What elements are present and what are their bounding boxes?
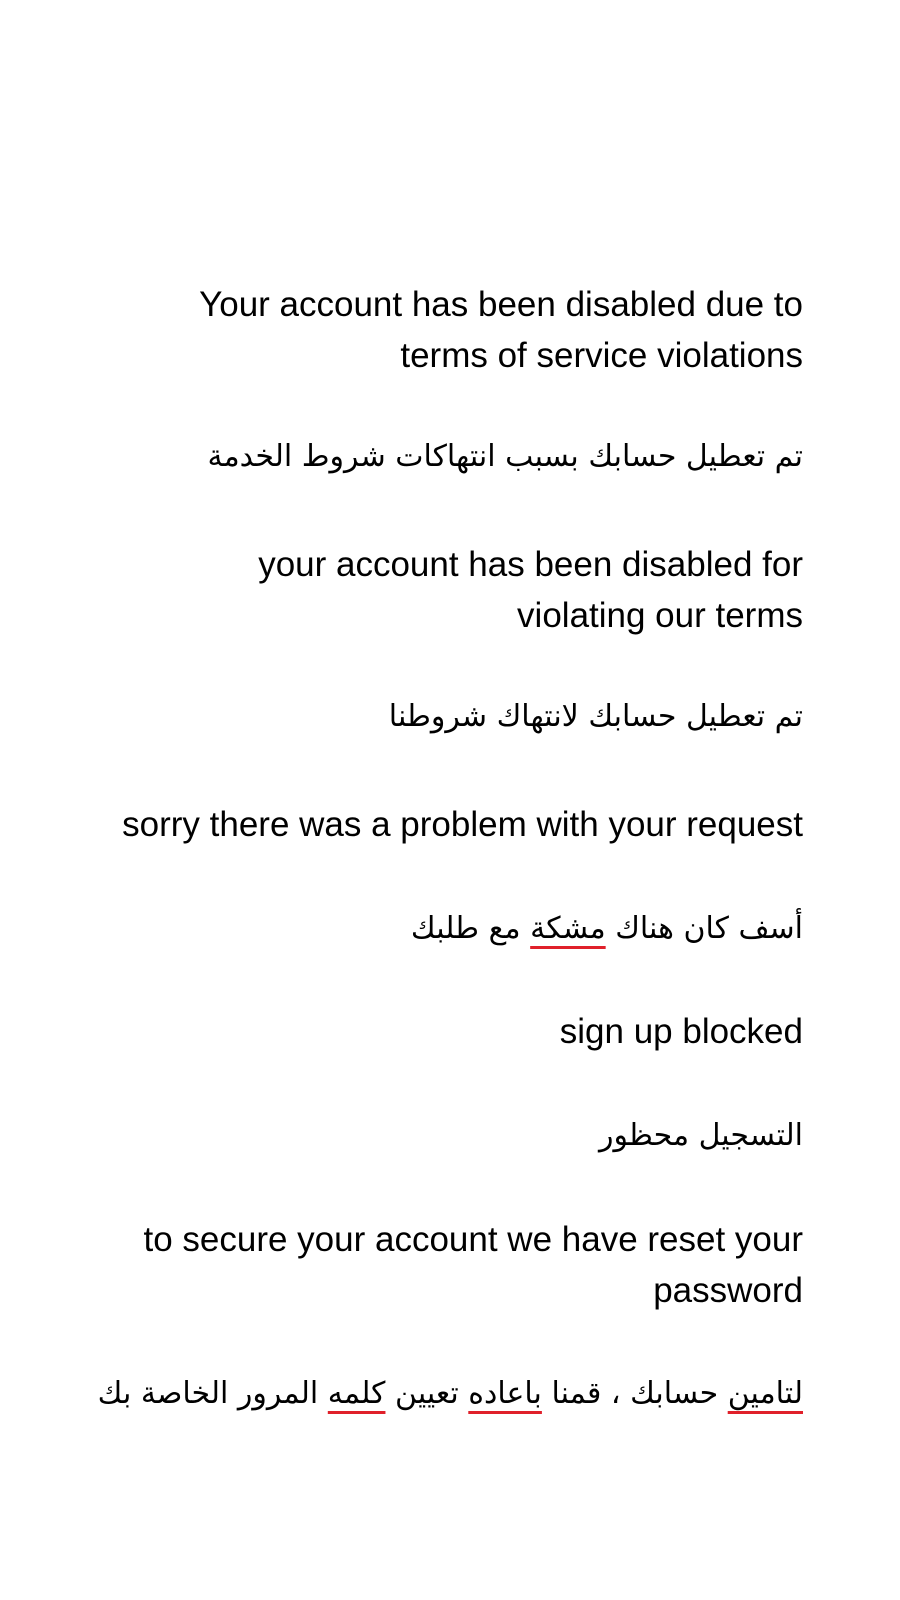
text-segment: حسابك ، قمنا	[541, 1376, 728, 1411]
message-en-password-reset: to secure your account we have reset your password	[143, 1220, 803, 1310]
text-segment: تعيين	[385, 1376, 469, 1411]
message-ar-password-reset	[43, 1368, 803, 1419]
text-segment: أسف كان هناك	[605, 911, 803, 946]
message-ar-request-problem	[103, 903, 803, 954]
message-ar-signup-blocked: التسجيل محظور	[599, 1118, 803, 1153]
message-en-disabled-tos: Your account has been disabled due to terms of service violations	[199, 285, 803, 375]
misspelled-word[interactable]: مشكة	[530, 911, 606, 946]
message-en-request-problem: sorry there was a problem with your request	[122, 805, 803, 844]
misspelled-word[interactable]: باعاده	[468, 1376, 542, 1411]
message-en-signup-blocked: sign up blocked	[559, 1012, 803, 1051]
message-ar-disabled-terms: تم تعطيل حسابك لانتهاك شروطنا	[388, 699, 803, 734]
misspelled-word[interactable]: لتامين	[727, 1376, 803, 1411]
text-segment: مع طلبك	[410, 911, 531, 946]
misspelled-word[interactable]: كلمه	[327, 1376, 386, 1411]
text-segment: المرور الخاصة بك	[97, 1376, 328, 1411]
message-ar-disabled-tos: تم تعطيل حسابك بسبب انتهاكات شروط الخدمة	[207, 439, 803, 474]
message-en-disabled-terms: your account has been disabled for violating our terms	[258, 545, 803, 635]
